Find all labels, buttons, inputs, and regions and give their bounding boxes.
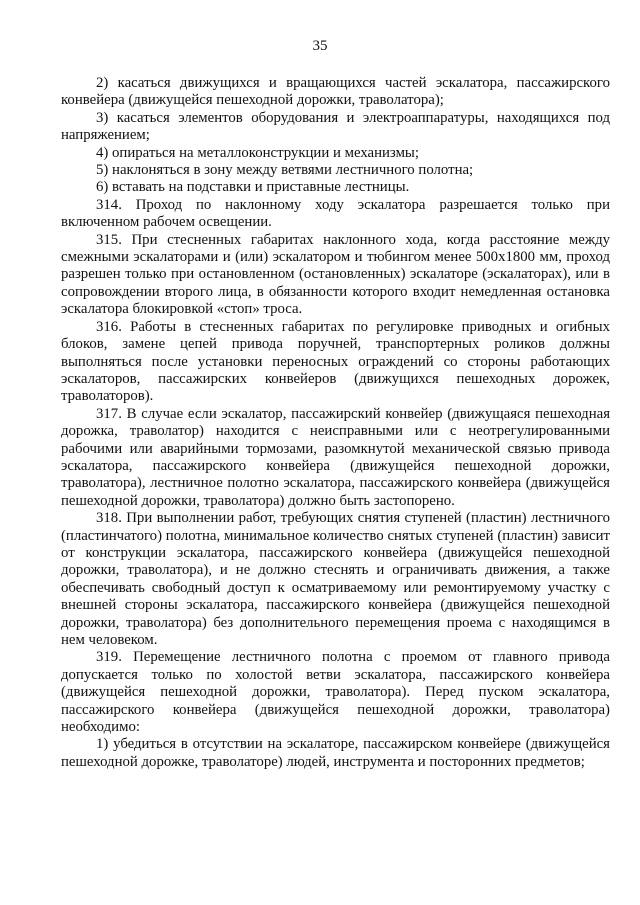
paragraph-item-5: 5) наклоняться в зону между ветвями лестничного полотна; bbox=[96, 162, 474, 179]
paragraph-item-2: 2) касаться движущихся и вращающихся частей эскалатора, пассажирского конвейера (движущейся пешеходной дорожки, траволатора); bbox=[61, 75, 610, 109]
paragraph-317: 317. В случае если эскалатор, пассажирский конвейер (движущаяся пешеходная дорожка, траволатор) находится с неисправными или с неотрегулированными рабочими или аварийными тормозами, разомкнутой механической связью привода эскалатора, пассажирского конвейера (движущейся пешеходной дорожки, траволатора), лестничное полотно эскалатора, пассажирского конвейера (движущейся пешеходной дорожки, траволатора) должно быть застопорено. bbox=[61, 405, 610, 509]
document-body bbox=[61, 75, 610, 771]
paragraph-item-3: 3) касаться элементов оборудования и электроаппаратуры, находящихся под напряжением; bbox=[61, 109, 610, 144]
paragraph-item-4: 4) опираться на металлоконструкции и механизмы; bbox=[96, 144, 419, 161]
paragraph-319-item-1: 1) убедиться в отсутствии на эскалаторе, пассажирском конвейере (движущейся пешеходной дорожке, траволаторе) людей, инструмента и посторонних предметов; bbox=[61, 736, 610, 770]
paragraph-318: 318. При выполнении работ, требующих снятия ступеней (пластин) лестничного (пластинчатого) полотна, минимальное количество снятых ступеней (пластин) зависит от конструкции эскалатора, пассажирского конвейера (движущейся пешеходной дорожки, траволатора), и не должно стеснять и ограничивать движения, а также обеспечивать свободный доступ к осматриваемому или ремонтируемому участку с внешней стороны эскалатора, пассажирского конвейера (движущейся пешеходной дорожки, траволатора) без дополнительного перемещения проема с находящимся в нем человеком. bbox=[61, 510, 610, 648]
paragraph-314: 314. Проход по наклонному ходу эскалатора разрешается только при включенном рабочем освещении. bbox=[61, 196, 610, 231]
paragraph-315: 315. При стесненных габаритах наклонного хода, когда расстояние между смежными эскалаторами и (или) эскалатором и тюбингом менее 500х1800 мм, проход разрешен только при остановленном (остановленных) эскалаторе (эскалаторах), или в сопровождении второго лица, в обязанности которого входит немедленная остановка эскалатора блокировкой «стоп» троса. bbox=[61, 231, 610, 318]
paragraph-item-6: 6) вставать на подставки и приставные лестницы. bbox=[96, 179, 410, 196]
paragraph-319: 319. Перемещение лестничного полотна с проемом от главного привода допускается только по холостой ветви эскалатора, пассажирского конвейера (движущейся пешеходной дорожки, траволатора). Перед пуском эскалатора, пассажирского конвейера (движущейся пешеходной дорожки, траволатора) необходимо: bbox=[61, 649, 610, 736]
page-number: 35 bbox=[312, 38, 328, 54]
paragraph-316: 316. Работы в стесненных габаритах по регулировке приводных и огибных блоков, замене цепей привода поручней, транспортерных роликов должны выполняться после установки переносных ограждений со стороны работающих эскалаторов, пассажирских конвейеров (движущихся пешеходных дорожек, траволаторов). bbox=[61, 318, 610, 405]
